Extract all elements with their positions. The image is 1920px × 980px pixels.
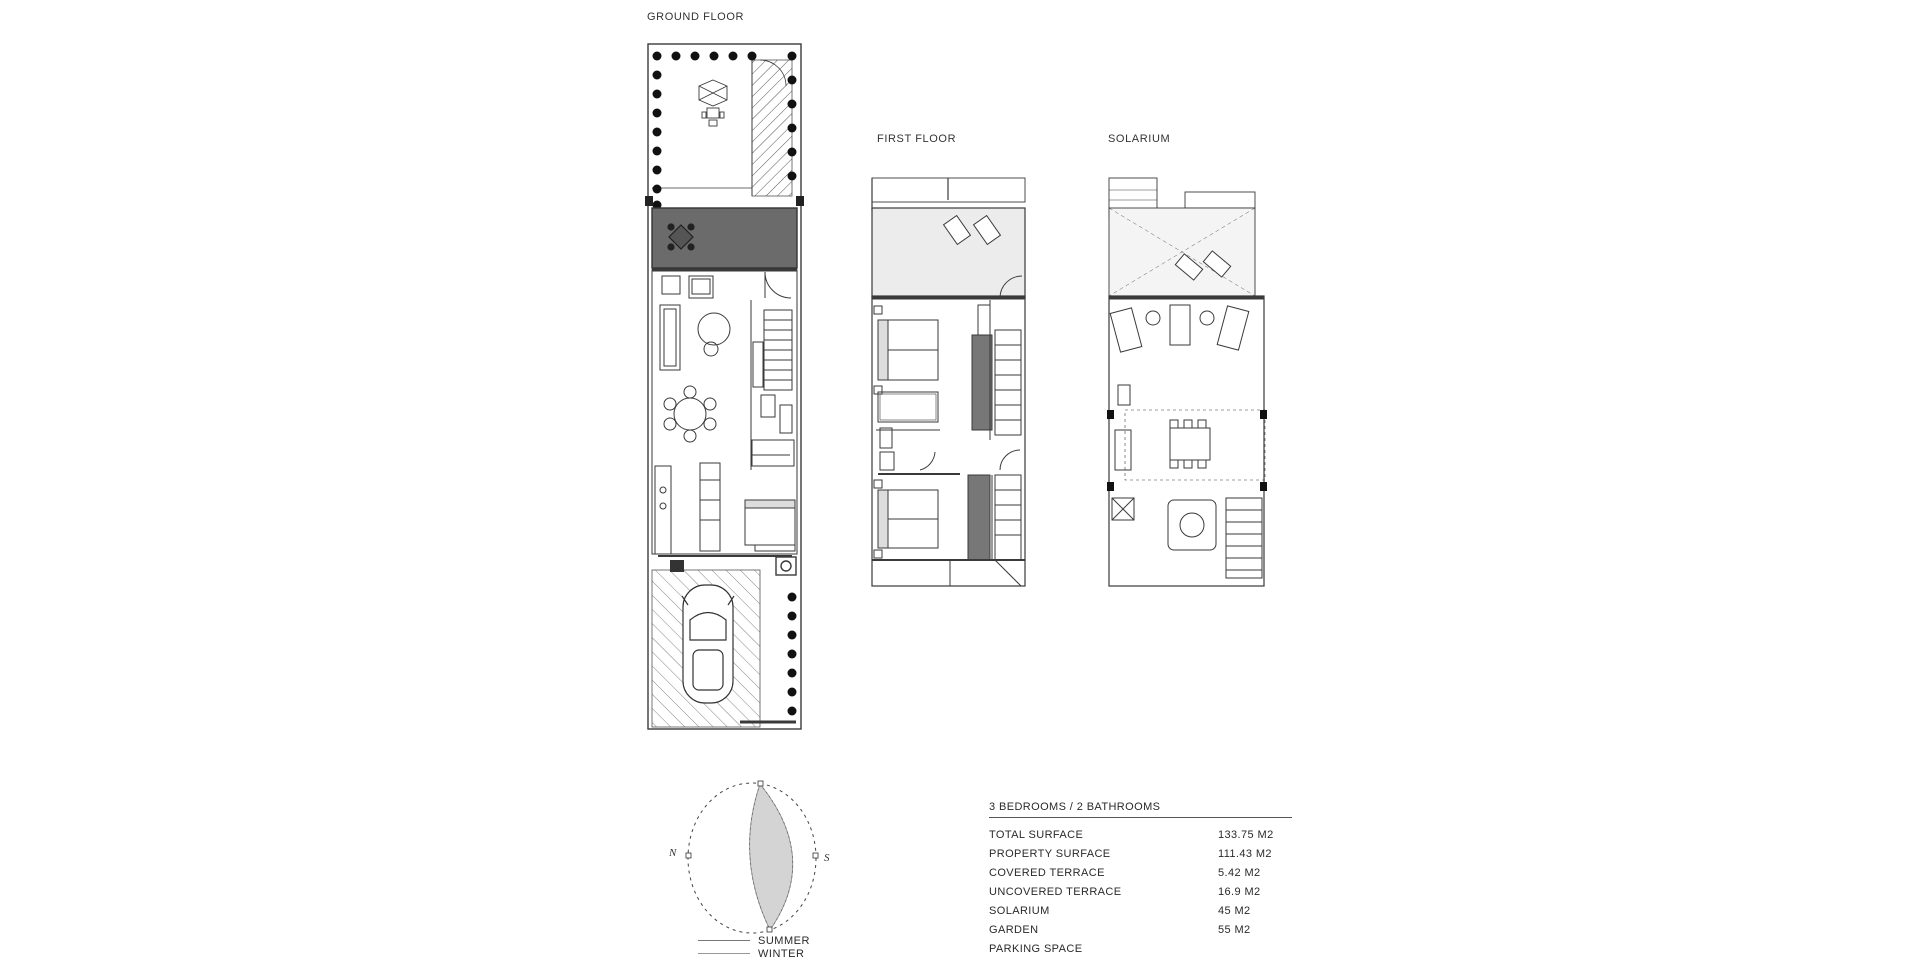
summary-heading: 3 BEDROOMS / 2 BATHROOMS [989,801,1292,818]
summary-label: UNCOVERED TERRACE [989,885,1122,898]
north-marker: N [669,847,677,859]
sun-path-diagram [686,781,818,933]
summary-value: 111.43 M2 [1218,847,1272,860]
solarium-interior [1110,305,1265,578]
summary-value: 16.9 M2 [1218,885,1261,898]
legend-summer [698,934,810,947]
summary-label: TOTAL SURFACE [989,828,1084,841]
first-floor-plan [872,178,1025,586]
summary-row [989,920,1292,939]
summary-row [989,844,1292,863]
summary-value: 55 M2 [1218,923,1251,936]
solarium-plan [1107,178,1267,586]
summer-line [698,940,750,941]
summary-label: SOLARIUM [989,904,1050,917]
first-floor-label: FIRST FLOOR [877,133,957,145]
winter-line [698,953,750,954]
first-interior [872,300,1025,586]
south-marker: S [824,852,831,864]
summary-label: PARKING SPACE [989,942,1083,955]
summary-label: COVERED TERRACE [989,866,1105,879]
summary-row [989,901,1292,920]
ground-interior [652,270,797,556]
summary-value: 133.75 M2 [1218,828,1274,841]
parking-space [652,557,797,727]
ground-floor-label: GROUND FLOOR [647,11,745,23]
summer-label: SUMMER [758,934,810,947]
summary-label: PROPERTY SURFACE [989,847,1111,860]
sun-legend [698,934,810,960]
winter-label: WINTER [758,947,805,960]
summary-label: GARDEN [989,923,1039,936]
terrace-table-icon [668,224,694,250]
legend-winter [698,947,810,960]
summary-row [989,863,1292,882]
summary-value: 5.42 M2 [1218,866,1261,879]
garden-table-icon [699,80,727,126]
summary-row [989,939,1292,958]
solarium-label: SOLARIUM [1108,133,1171,145]
summary-value: 45 M2 [1218,904,1251,917]
surface-summary [989,801,1292,958]
front-garden [652,60,792,196]
ground-floor-plan [645,44,804,729]
summary-row [989,882,1292,901]
car-icon [682,585,734,703]
summary-row [989,825,1292,844]
